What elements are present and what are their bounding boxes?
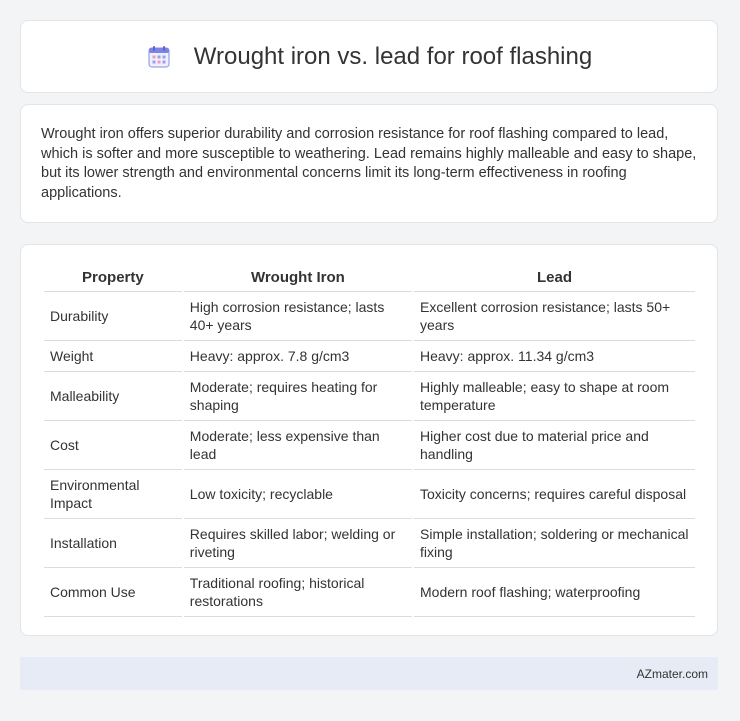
lead-cell: Modern roof flashing; waterproofing	[414, 568, 695, 617]
property-cell: Malleability	[44, 372, 182, 421]
table-row	[44, 421, 695, 470]
property-cell: Cost	[44, 421, 182, 470]
calendar-icon	[146, 44, 172, 70]
property-cell: Installation	[44, 519, 182, 568]
wrought-iron-cell: Requires skilled labor; welding or riveting	[184, 519, 412, 568]
summary-card	[20, 104, 718, 223]
lead-cell: Higher cost due to material price and handling	[414, 421, 695, 470]
property-cell: Environmental Impact	[44, 470, 182, 519]
title-card	[20, 20, 718, 93]
lead-cell: Highly malleable; easy to shape at room temperature	[414, 372, 695, 421]
wrought-iron-cell: Moderate; less expensive than lead	[184, 421, 412, 470]
footer-bar	[20, 657, 718, 690]
wrought-iron-cell: High corrosion resistance; lasts 40+ years	[184, 292, 412, 341]
table-row	[44, 470, 695, 519]
table-row	[44, 372, 695, 421]
summary-text: Wrought iron offers superior durability and corrosion resistance for roof flashing compared to lead, which is softer and more susceptible to weathering. Lead remains highly malleable and easy to shape, but its lower strength and environmental concerns limit its long-term effectiveness in roofing applications.	[41, 126, 697, 201]
property-cell: Durability	[44, 292, 182, 341]
page-title: Wrought iron vs. lead for roof flashing	[193, 42, 593, 70]
wrought-iron-cell: Heavy: approx. 7.8 g/cm3	[184, 341, 412, 372]
comparison-table	[42, 263, 697, 617]
table-row	[44, 568, 695, 617]
lead-cell: Simple installation; soldering or mechanical fixing	[414, 519, 695, 568]
lead-cell: Excellent corrosion resistance; lasts 50+ years	[414, 292, 695, 341]
header-lead: Lead	[414, 263, 695, 292]
wrought-iron-cell: Moderate; requires heating for shaping	[184, 372, 412, 421]
footer-brand: AZmater.com	[636, 666, 708, 681]
wrought-iron-cell: Low toxicity; recyclable	[184, 470, 412, 519]
lead-cell: Heavy: approx. 11.34 g/cm3	[414, 341, 695, 372]
header-property: Property	[44, 263, 182, 292]
property-cell: Weight	[44, 341, 182, 372]
table-row	[44, 341, 695, 372]
header-wrought-iron: Wrought Iron	[184, 263, 412, 292]
comparison-table-card	[20, 244, 718, 636]
wrought-iron-cell: Traditional roofing; historical restorations	[184, 568, 412, 617]
property-cell: Common Use	[44, 568, 182, 617]
table-row	[44, 292, 695, 341]
lead-cell: Toxicity concerns; requires careful disposal	[414, 470, 695, 519]
table-header-row	[44, 263, 695, 292]
table-row	[44, 519, 695, 568]
